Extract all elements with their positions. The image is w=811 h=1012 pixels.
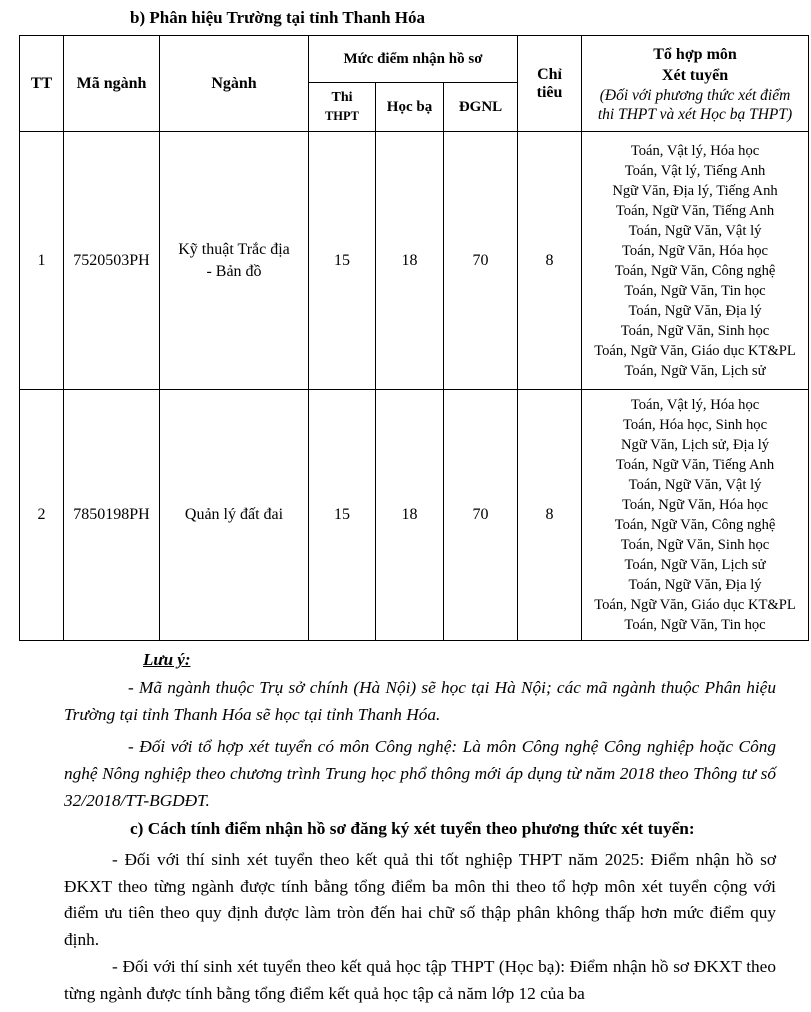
- combo-item: Toán, Ngữ Văn, Vật lý: [628, 222, 762, 239]
- combo-item: Toán, Ngữ Văn, Lịch sử: [624, 362, 766, 379]
- combo-item: Toán, Ngữ Văn, Địa lý: [628, 302, 762, 319]
- header-quota-line1: Chỉ: [537, 65, 562, 83]
- combo-item: Ngữ Văn, Địa lý, Tiếng Anh: [612, 182, 778, 199]
- header-hocba: Học bạ: [376, 83, 444, 132]
- note-heading: Lưu ý:: [143, 650, 191, 669]
- combo-item: Toán, Ngữ Văn, Hóa học: [622, 242, 769, 259]
- combo-item: Toán, Hóa học, Sinh học: [622, 417, 768, 433]
- table-header-row: [20, 36, 809, 83]
- cell-hocba: 18: [376, 132, 444, 390]
- note-paragraph-1: - Mã ngành thuộc Trụ sở chính (Hà Nội) sẽ học tại Hà Nội; các mã ngành thuộc Phân hiệu Trường tại tỉnh Thanh Hóa sẽ học tại tỉnh Thanh Hóa.: [64, 678, 776, 724]
- header-combo-note2: thi THPT và xét Học bạ THPT): [597, 105, 793, 123]
- combo-item: Toán, Vật lý, Tiếng Anh: [624, 162, 766, 179]
- combo-item: Toán, Ngữ Văn, Tin học: [624, 282, 766, 299]
- combo-item: Toán, Ngữ Văn, Lịch sử: [624, 557, 766, 573]
- section-b-heading: b) Phân hiệu Trường tại tỉnh Thanh Hóa: [130, 8, 426, 27]
- combo-item: Toán, Ngữ Văn, Vật lý: [628, 477, 762, 493]
- cell-major-line1: Kỹ thuật Trắc địa: [178, 240, 290, 258]
- header-quota: [518, 36, 582, 132]
- header-code: Mã ngành: [64, 36, 160, 132]
- combo-item: Toán, Ngữ Văn, Sinh học: [620, 322, 770, 339]
- header-thi-line1: Thi: [331, 89, 353, 105]
- header-combo-note1: (Đối với phương thức xét điểm: [599, 86, 791, 104]
- combo-item: Toán, Vật lý, Hóa học: [630, 142, 760, 159]
- header-quota-line2: tiêu: [536, 83, 563, 101]
- cell-major-line2: - Bản đồ: [206, 262, 262, 280]
- header-combo-line1: Tổ hợp môn: [653, 45, 737, 63]
- cell-combos: [582, 390, 809, 641]
- combo-item: Toán, Vật lý, Hóa học: [630, 397, 760, 413]
- cell-code: 7520503PH: [64, 132, 160, 390]
- combo-item: Toán, Ngữ Văn, Công nghệ: [614, 517, 776, 533]
- cell-major-line1: Quản lý đất đai: [184, 506, 284, 523]
- cell-dgnl: 70: [444, 132, 518, 390]
- combo-item: Toán, Ngữ Văn, Địa lý: [628, 577, 762, 593]
- cell-code: 7850198PH: [64, 390, 160, 641]
- section-c-paragraph-2: - Đối với thí sinh xét tuyển theo kết quả học tập THPT (Học bạ): Điểm nhận hồ sơ ĐKXT theo từng ngành được tính bằng tổng điểm kết quả học tập cả năm lớp 12 của ba: [64, 957, 776, 1003]
- header-major: Ngành: [160, 36, 309, 132]
- cell-thi: 15: [309, 390, 376, 641]
- combo-item: Toán, Ngữ Văn, Tin học: [624, 617, 766, 633]
- section-c-paragraph-1: - Đối với thí sinh xét tuyển theo kết quả thi tốt nghiệp THPT năm 2025: Điểm nhận hồ sơ ĐKXT theo từng ngành được tính bằng tổng điểm ba môn thi theo tổ hợp môn xét tuyển cộng với điểm ưu tiên theo quy định được làm tròn đến hai chữ số thập phân không thấp hơn mức điểm quy định.: [64, 850, 776, 949]
- admission-table: [19, 35, 809, 641]
- combo-item: Toán, Ngữ Văn, Sinh học: [620, 537, 770, 553]
- header-combo: [582, 36, 809, 132]
- combo-item: Toán, Ngữ Văn, Tiếng Anh: [615, 457, 775, 473]
- combo-item: Toán, Ngữ Văn, Tiếng Anh: [615, 202, 775, 219]
- header-thi-line2: THPT: [324, 108, 360, 123]
- cell-dgnl: 70: [444, 390, 518, 641]
- cell-major: [160, 132, 309, 390]
- table-row: [20, 390, 809, 641]
- cell-tt: 1: [20, 132, 64, 390]
- table-row: [20, 132, 809, 390]
- combo-item: Toán, Ngữ Văn, Công nghệ: [614, 262, 776, 279]
- cell-quota: 8: [518, 132, 582, 390]
- header-combo-line2: Xét tuyển: [661, 66, 729, 84]
- cell-major: [160, 390, 309, 641]
- cell-hocba: 18: [376, 390, 444, 641]
- combo-item: Ngữ Văn, Lịch sử, Địa lý: [620, 437, 770, 453]
- combo-item: Toán, Ngữ Văn, Giáo dục KT&PL: [594, 597, 796, 613]
- header-thi: [309, 83, 376, 132]
- section-c-heading: c) Cách tính điểm nhận hồ sơ đăng ký xét tuyển theo phương thức xét tuyển:: [130, 819, 695, 838]
- combo-item: Toán, Ngữ Văn, Giáo dục KT&PL: [594, 342, 796, 359]
- cell-thi: 15: [309, 132, 376, 390]
- header-score-group: Mức điểm nhận hồ sơ: [309, 36, 518, 83]
- header-dgnl: ĐGNL: [444, 83, 518, 132]
- cell-combos: [582, 132, 809, 390]
- cell-tt: 2: [20, 390, 64, 641]
- cell-quota: 8: [518, 390, 582, 641]
- combo-item: Toán, Ngữ Văn, Hóa học: [622, 497, 769, 513]
- header-tt: TT: [20, 36, 64, 132]
- note-paragraph-2: - Đối với tổ hợp xét tuyển có môn Công nghệ: Là môn Công nghệ Công nghiệp hoặc Công nghệ Nông nghiệp theo chương trình Trung học phổ thông mới áp dụng từ năm 2018 theo Thông tư số 32/2018/TT-BGDĐT.: [64, 737, 776, 810]
